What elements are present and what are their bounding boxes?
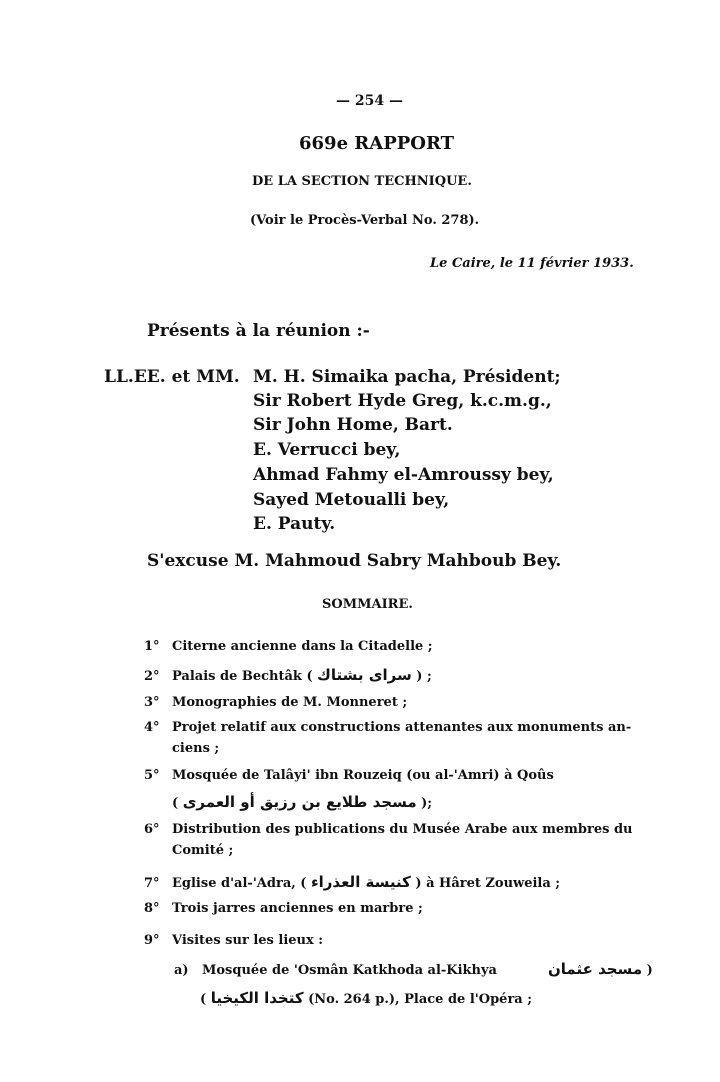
item-text: Projet relatif aux constructions attenantes aux monuments an- (172, 720, 632, 735)
list-item (144, 822, 633, 837)
item-continuation (172, 793, 432, 811)
page-number: — 254 — (336, 93, 403, 109)
item-text-close: ) à Hâret Zouweila ; (415, 876, 561, 891)
item-continuation: ciens ; (172, 741, 220, 756)
report-title: 669e RAPPORT (299, 133, 455, 154)
item-text: Distribution des publications du Musée Arabe aux membres du (172, 822, 633, 837)
arabic-name: مسجد طلايع بن رزيق أو العمرى (182, 793, 417, 811)
paren-open: ( (172, 796, 179, 811)
list-item (144, 873, 560, 891)
item-number: 9° (144, 933, 160, 948)
members-prefix: LL.EE. et MM. (104, 367, 240, 387)
item-text: Palais de Bechtâk ( (172, 669, 313, 684)
item-number: 7° (144, 876, 160, 891)
arabic-name: كنيسة العذراء (310, 873, 411, 891)
excuse-line: S'excuse M. Mahmoud Sabry Mahboub Bey. (147, 551, 562, 571)
member-metoualli: Sayed Metoualli bey, (253, 490, 450, 510)
item-number: 1° (144, 639, 160, 654)
list-item (144, 933, 323, 948)
item-text: Mosquée de Talâyi' ibn Rouzeiq (ou al-'Amri) à Qoûs (172, 768, 554, 783)
list-item (144, 720, 631, 735)
item-text-close: ) ; (416, 669, 432, 684)
paren-open: ( (200, 992, 207, 1007)
proces-verbal: (Voir le Procès-Verbal No. 278). (250, 213, 480, 228)
section-title: DE LA SECTION TECHNIQUE. (252, 174, 472, 189)
sub-item-letter: a) (174, 963, 189, 978)
sub-item-text: Mosquée de 'Osmân Katkhoda al-Kikhya (202, 963, 497, 978)
item-text: Visites sur les lieux : (172, 933, 324, 948)
member-amroussy: Ahmad Fahmy el-Amroussy bey, (253, 465, 554, 485)
member-simaika: M. H. Simaika pacha, Président; (253, 367, 561, 387)
member-home: Sir John Home, Bart. (253, 415, 453, 435)
list-item (144, 901, 423, 916)
item-number: 6° (144, 822, 160, 837)
item-number: 3° (144, 695, 160, 710)
sub-item-arabic-line1 (548, 960, 653, 978)
item-number: 8° (144, 901, 160, 916)
list-item (144, 695, 407, 710)
item-number: 5° (144, 768, 160, 783)
member-greg: Sir Robert Hyde Greg, k.c.m.g., (253, 391, 552, 411)
item-text: Eglise d'al-'Adra, ( (172, 876, 307, 891)
item-text: Citerne ancienne dans la Citadelle ; (172, 639, 433, 654)
arabic-name: سراى بشتاك (317, 666, 412, 684)
paren-close: ) (646, 963, 653, 978)
arabic-name: مسجد عثمان (548, 960, 643, 978)
list-item (144, 666, 432, 684)
arabic-name: كتخدا الكيخيا (210, 989, 304, 1007)
list-item (144, 639, 433, 654)
sommaire-title: SOMMAIRE. (322, 597, 413, 612)
list-item (144, 768, 554, 783)
member-pauty: E. Pauty. (253, 514, 336, 534)
item-number: 2° (144, 669, 160, 684)
member-verrucci: E. Verrucci bey, (253, 440, 401, 460)
item-text: Monographies de M. Monneret ; (172, 695, 408, 710)
item-number: 4° (144, 720, 160, 735)
sub-item-line2 (200, 989, 532, 1007)
presents-heading: Présents à la réunion :- (147, 321, 370, 341)
sub-item-text: (No. 264 p.), Place de l'Opéra ; (308, 992, 533, 1007)
item-continuation: Comité ; (172, 843, 234, 858)
sub-item (174, 963, 497, 978)
item-text: Trois jarres anciennes en marbre ; (172, 901, 423, 916)
paren-close: ); (421, 796, 433, 811)
date-line: Le Caire, le 11 février 1933. (430, 256, 634, 271)
